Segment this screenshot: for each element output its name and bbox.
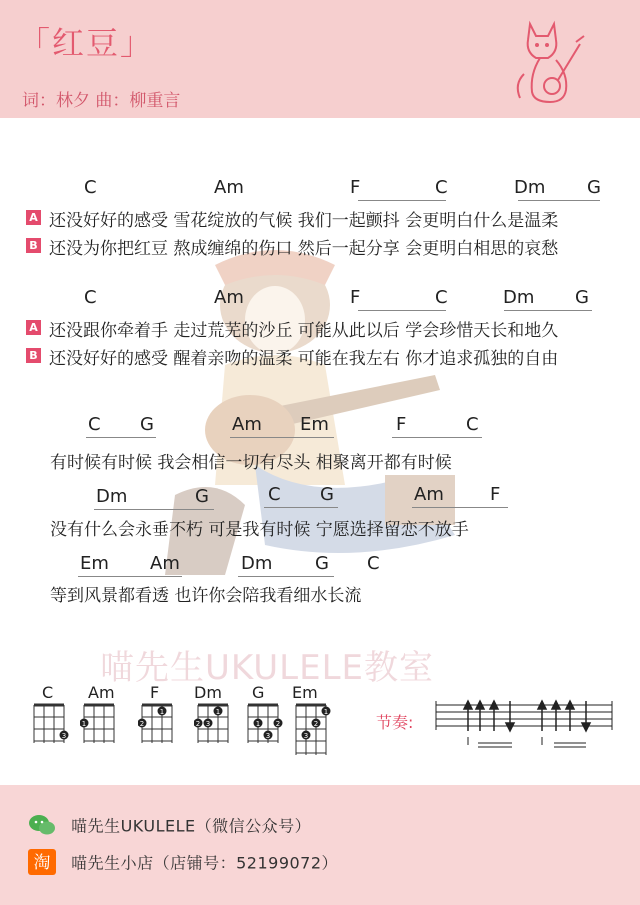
chord-em-diagram-icon — [292, 703, 332, 775]
song-title: 「红豆」 — [18, 24, 155, 62]
chord-label: Dm — [503, 287, 535, 308]
shop-row — [28, 849, 338, 875]
chord-label: Am — [214, 287, 244, 308]
svg-text:1: 1 — [159, 708, 165, 716]
chord-label: Am — [232, 414, 262, 435]
chord-dm-diagram-icon — [194, 703, 234, 763]
footer-banner — [0, 785, 640, 905]
chord-underline — [78, 576, 182, 577]
chord-label: Am — [214, 177, 244, 198]
chord-c-diagram-icon — [30, 703, 70, 763]
svg-text:3: 3 — [265, 732, 271, 740]
lyric-line: 还没好好的感受 醒着亲吻的温柔 可能在我左右 你才追求孤独的自由 — [49, 349, 559, 369]
svg-text:1: 1 — [323, 708, 329, 716]
chord-label: Em — [80, 553, 109, 574]
lyric-line: 等到风景都看透 也许你会陪我看细水长流 — [50, 586, 362, 606]
chord-label: G — [587, 177, 601, 198]
chord-g-diagram-icon — [244, 703, 284, 763]
svg-text:2: 2 — [139, 720, 145, 728]
chord-label: Dm — [514, 177, 546, 198]
wechat-icon — [28, 813, 56, 837]
lyric-line: 还没好好的感受 雪花绽放的气候 我们一起颤抖 会更明白什么是温柔 — [49, 211, 559, 231]
svg-text:1: 1 — [255, 720, 261, 728]
chord-label: Dm — [241, 553, 273, 574]
chord-label: C — [268, 484, 281, 505]
chord-underline — [392, 437, 482, 438]
chord-label: C — [367, 553, 380, 574]
chord-label: G — [320, 484, 334, 505]
chord-label: Am — [150, 553, 180, 574]
svg-text:3: 3 — [61, 732, 67, 740]
chord-am-diagram-icon — [80, 703, 120, 763]
chord-underline — [264, 507, 338, 508]
rhythm-label: 节奏: — [376, 713, 414, 732]
chord-label: F — [350, 177, 361, 198]
cat-guitar-logo-icon — [510, 14, 590, 106]
chord-label: F — [350, 287, 361, 308]
chord-label: Em — [300, 414, 329, 435]
song-credits: 词：林夕 曲：柳重言 — [22, 91, 181, 111]
verse-b-tag: B — [26, 348, 41, 363]
svg-text:2: 2 — [275, 720, 281, 728]
chord-label: C — [466, 414, 479, 435]
chord-underline — [412, 507, 508, 508]
verse-b-tag: B — [26, 238, 41, 253]
chord-label: G — [140, 414, 154, 435]
svg-text:淘: 淘 — [33, 853, 51, 873]
chord-label: F — [490, 484, 501, 505]
chord-label: C — [435, 177, 448, 198]
rhythm-pattern-icon — [432, 695, 622, 749]
wechat-text: 喵先生UKULELE（微信公众号） — [71, 816, 312, 836]
header-banner — [0, 0, 640, 118]
taobao-icon — [28, 849, 56, 875]
lyric-line: 有时候有时候 我会相信一切有尽头 相聚离开都有时候 — [50, 453, 452, 473]
watermark-text: 喵先生UKULELE教室 — [100, 648, 435, 688]
chord-f-diagram-icon — [138, 703, 178, 763]
chord-underline — [94, 509, 214, 510]
svg-text:2: 2 — [195, 720, 201, 728]
chord-label: C — [84, 287, 97, 308]
svg-text:1: 1 — [81, 720, 87, 728]
verse-a-tag: A — [26, 210, 41, 225]
lyric-line: 还没跟你牵着手 走过荒芜的沙丘 可能从此以后 学会珍惜天长和地久 — [49, 321, 559, 341]
verse-a-tag: A — [26, 320, 41, 335]
chord-label: G — [575, 287, 589, 308]
svg-text:2: 2 — [313, 720, 319, 728]
chord-label: Am — [414, 484, 444, 505]
shop-text: 喵先生小店（店铺号：52199072） — [71, 853, 339, 873]
chord-label: C — [435, 287, 448, 308]
chord-underline — [238, 576, 334, 577]
svg-text:1: 1 — [215, 708, 221, 716]
chord-underline — [230, 437, 334, 438]
chord-underline — [504, 310, 592, 311]
chord-underline — [358, 200, 446, 201]
chord-underline — [358, 310, 446, 311]
lyric-line: 没有什么会永垂不朽 可是我有时候 宁愿选择留恋不放手 — [50, 520, 469, 540]
chord-label: Dm — [96, 486, 128, 507]
chord-label: F — [396, 414, 407, 435]
svg-text:3: 3 — [303, 732, 309, 740]
chord-label: C — [84, 177, 97, 198]
chord-label: G — [315, 553, 329, 574]
chord-underline — [518, 200, 600, 201]
lyric-line: 还没为你把红豆 熬成缠绵的伤口 然后一起分享 会更明白相思的哀愁 — [49, 239, 559, 259]
chord-label: G — [195, 486, 209, 507]
chord-underline — [86, 437, 156, 438]
chord-label: C — [88, 414, 101, 435]
svg-text:3: 3 — [205, 720, 211, 728]
wechat-row — [28, 813, 311, 837]
